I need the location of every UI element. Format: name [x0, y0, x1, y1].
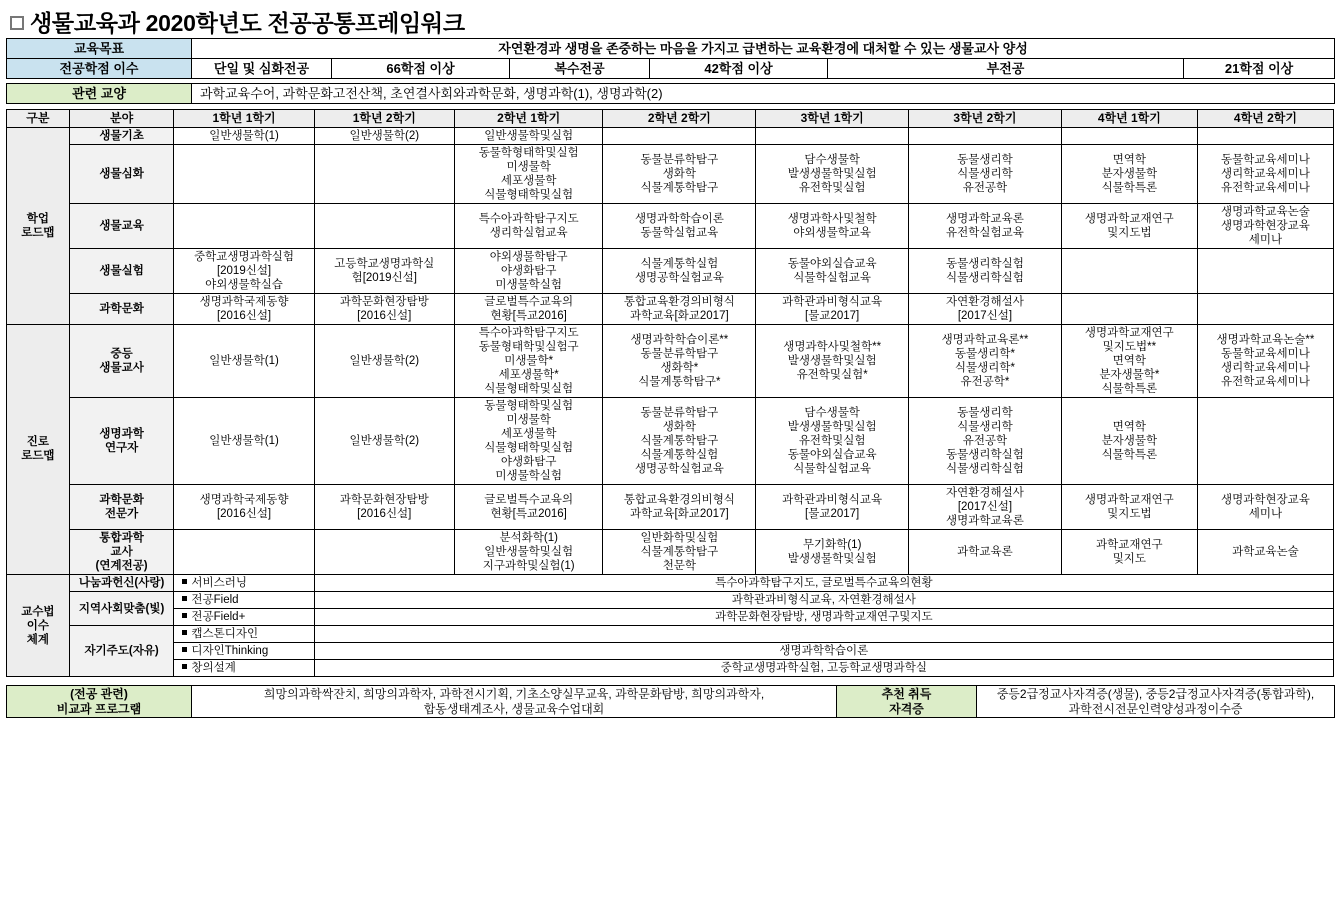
credit-major-label: 단일 및 심화전공 — [192, 59, 332, 79]
section-label-academic — [7, 127, 70, 324]
course-cell — [603, 127, 756, 144]
goal-row — [7, 39, 1335, 59]
course-cell: 분석화학(1) 일반생물학및실험 지구과학및실험(1) — [454, 530, 603, 575]
course-cell: 생명과학교재연구 및지도법 — [1061, 485, 1197, 530]
course-cell: 동물생리학 식물생리학 유전공학 동물생리학실험 식물생리학실험 — [909, 397, 1062, 484]
section-label-line1: 진로 — [26, 436, 49, 449]
course-cell: 생명과학국제동향 [2016신설] — [174, 293, 314, 324]
course-cell: 생명과학사및철학** 발생생물학및실험 유전학및실험* — [756, 324, 909, 397]
course-cell: 특수아과학탐구지도 생리학실험교육 — [454, 203, 603, 248]
course-cell: 과학관과비형식교육 [물교2017] — [756, 485, 909, 530]
table-row — [7, 575, 1334, 592]
page-title: 생물교육과 2020학년도 전공공통프레임워크 — [30, 9, 465, 36]
course-cell: 담수생물학 발생생물학및실험 유전학및실험 동물야외실습교육 식물학실험교육 — [756, 397, 909, 484]
liberal-value: 과학교육수어, 과학문화고전산책, 초연결사회와과학문화, 생명과학(1), 생명과학(2) — [192, 84, 1335, 104]
course-cell: 무기화학(1) 발생생물학및실험 — [756, 530, 909, 575]
course-cell: 생명과학교육논술** 동물학교육세미나 생리학교육세미나 유전학교육세미나 — [1197, 324, 1333, 397]
field-label: 생물심화 — [69, 144, 174, 203]
credit-double-label: 복수전공 — [510, 59, 650, 79]
course-cell: 과학문화현장탐방 [2016신설] — [314, 293, 454, 324]
header-y3s1: 3학년 1학기 — [756, 110, 909, 128]
table-row — [7, 397, 1334, 484]
header-y2s1: 2학년 1학기 — [454, 110, 603, 128]
teaching-method-courses: 과학문화현장탐방, 생명과학교재연구및지도 — [314, 609, 1333, 626]
course-cell — [174, 144, 314, 203]
header-field: 분야 — [69, 110, 174, 128]
course-cell: 동물학교육세미나 생리학교육세미나 유전학교육세미나 — [1197, 144, 1333, 203]
course-cell: 일반생물학(1) — [174, 397, 314, 484]
field-label: 생물교육 — [69, 203, 174, 248]
liberal-label: 관련 교양 — [7, 84, 192, 104]
teaching-method-courses — [314, 626, 1333, 643]
header-y3s2: 3학년 2학기 — [909, 110, 1062, 128]
course-cell: 동물학형태학및실험 미생물학 세포생물학 식물형태학및실험 — [454, 144, 603, 203]
field-label: 통합과학 교사 (연계전공) — [69, 530, 174, 575]
table-row — [7, 643, 1334, 660]
table-row — [7, 293, 1334, 324]
extracurricular-table — [6, 685, 1335, 718]
teaching-method-courses: 생명과학학습이론 — [314, 643, 1333, 660]
course-cell: 과학교재연구 및지도 — [1061, 530, 1197, 575]
course-cell — [1061, 127, 1197, 144]
teaching-method-courses: 특수아과학탐구지도, 글로벌특수교육의현황 — [314, 575, 1333, 592]
course-cell: 글로벌특수교육의 현황[특교2016] — [454, 293, 603, 324]
bullet-icon — [182, 579, 187, 584]
course-cell — [314, 144, 454, 203]
course-cell: 생명과학교육론 유전학실험교육 — [909, 203, 1062, 248]
course-cell: 글로벌특수교육의 현황[특교2016] — [454, 485, 603, 530]
section-label-line1: 학업 — [26, 212, 49, 225]
section-label-career — [7, 324, 70, 574]
course-cell: 동물생리학실험 식물생리학실험 — [909, 248, 1062, 293]
course-cell: 고등학교생명과학실 험[2019신설] — [314, 248, 454, 293]
field-label: 과학문화 전문가 — [69, 485, 174, 530]
field-label: 생명과학 연구자 — [69, 397, 174, 484]
course-cell — [174, 203, 314, 248]
course-cell: 중학교생명과학실험 [2019신설] 야외생물학실습 — [174, 248, 314, 293]
credit-minor-value: 21학점 이상 — [1184, 59, 1335, 79]
extracurricular-value: 희망의과학싹잔치, 희망의과학자, 과학전시기획, 기초소양실무교육, 과학문화탐방, 희망의과학자, 합동생태계조사, 생물교육수업대회 — [192, 686, 837, 718]
course-cell: 일반화학및실험 식물계통학탐구 천문학 — [603, 530, 756, 575]
course-cell: 생명과학현장교육 세미나 — [1197, 485, 1333, 530]
course-cell: 동물분류학탐구 생화학 식물계통학탐구 — [603, 144, 756, 203]
table-row — [7, 127, 1334, 144]
course-cell — [1197, 248, 1333, 293]
teaching-method-courses: 중학교생명과학실험, 고등학교생명과학실 — [314, 660, 1333, 677]
course-cell — [1197, 127, 1333, 144]
course-cell: 생명과학국제동향 [2016신설] — [174, 485, 314, 530]
course-cell: 특수아과학탐구지도 동물형태학및실험구 미생물학* 세포생물학* 식물형태학및실험 — [454, 324, 603, 397]
table-row — [7, 686, 1335, 718]
course-cell: 과학관과비형식교육 [물교2017] — [756, 293, 909, 324]
course-cell: 일반생물학및실험 — [454, 127, 603, 144]
course-cell: 식물계통학실험 생명공학실험교육 — [603, 248, 756, 293]
course-cell: 면역학 분자생물학 식물학특론 — [1061, 144, 1197, 203]
course-cell: 과학문화현장탐방 [2016신설] — [314, 485, 454, 530]
course-cell — [1197, 293, 1333, 324]
course-cell — [314, 530, 454, 575]
course-cell: 동물생리학 식물생리학 유전공학 — [909, 144, 1062, 203]
course-cell: 일반생물학(1) — [174, 127, 314, 144]
teaching-method-label: 서비스러닝 — [174, 575, 314, 592]
table-row — [7, 324, 1334, 397]
credit-minor-label: 부전공 — [828, 59, 1184, 79]
credit-label: 전공학점 이수 — [7, 59, 192, 79]
course-cell: 야외생물학탐구 야생화탐구 미생물학실험 — [454, 248, 603, 293]
course-cell: 자연환경해설사 [2017신설] — [909, 293, 1062, 324]
course-cell: 면역학 분자생물학 식물학특론 — [1061, 397, 1197, 484]
overview-table — [6, 38, 1335, 104]
certification-value: 중등2급정교사자격증(생물), 중등2급정교사자격증(통합과학), 과학전시전문인력양성과정이수증 — [977, 686, 1335, 718]
bullet-icon — [182, 664, 187, 669]
extracurricular-label: (전공 관련) 비교과 프로그램 — [7, 686, 192, 718]
course-cell — [909, 127, 1062, 144]
course-cell: 동물야외실습교육 식물학실험교육 — [756, 248, 909, 293]
field-label: 생물실험 — [69, 248, 174, 293]
field-label: 중등 생물교사 — [69, 324, 174, 397]
table-row — [7, 203, 1334, 248]
course-cell: 생명과학학습이론** 동물분류학탐구 생화학* 식물계통학탐구* — [603, 324, 756, 397]
teaching-method-label: 캡스톤디자인 — [174, 626, 314, 643]
course-cell: 생명과학교재연구 및지도법** 면역학 분자생물학* 식물학특론 — [1061, 324, 1197, 397]
teaching-method-label: 전공Field — [174, 592, 314, 609]
section-label-line2: 로드맵 — [21, 450, 55, 463]
course-cell — [1197, 397, 1333, 484]
bullet-icon — [182, 596, 187, 601]
course-cell: 생명과학교재연구 및지도법 — [1061, 203, 1197, 248]
teaching-group-label: 지역사회맞춤(빛) — [69, 592, 174, 626]
course-cell — [1061, 248, 1197, 293]
header-y4s2: 4학년 2학기 — [1197, 110, 1333, 128]
credit-row — [7, 59, 1335, 79]
course-cell: 동물형태학및실험 미생물학 세포생물학 식물형태학및실험 야생화탐구 미생물학실험 — [454, 397, 603, 484]
course-cell: 일반생물학(1) — [174, 324, 314, 397]
table-row — [7, 626, 1334, 643]
goal-value: 자연환경과 생명을 존중하는 마음을 가지고 급변하는 교육환경에 대처할 수 있는 생물교사 양성 — [192, 39, 1335, 59]
course-cell: 통합교육환경의비형식 과학교육[화교2017] — [603, 485, 756, 530]
field-label: 과학문화 — [69, 293, 174, 324]
curriculum-matrix — [6, 109, 1334, 677]
bullet-icon — [182, 613, 187, 618]
course-cell: 자연환경해설사 [2017신설] 생명과학교육론 — [909, 485, 1062, 530]
teaching-method-label: 디자인Thinking — [174, 643, 314, 660]
course-cell: 과학교육론 — [909, 530, 1062, 575]
course-cell: 동물분류학탐구 생화학 식물계통학탐구 식물계통학실험 생명공학실험교육 — [603, 397, 756, 484]
table-row — [7, 609, 1334, 626]
course-cell: 담수생물학 발생생물학및실험 유전학및실험 — [756, 144, 909, 203]
course-cell — [314, 203, 454, 248]
header-category: 구분 — [7, 110, 70, 128]
table-row — [7, 660, 1334, 677]
course-cell — [1061, 293, 1197, 324]
teaching-method-label: 창의설계 — [174, 660, 314, 677]
table-row — [7, 485, 1334, 530]
header-y1s2: 1학년 2학기 — [314, 110, 454, 128]
teaching-group-label: 자기주도(자유) — [69, 626, 174, 677]
course-cell: 생명과학사및철학 야외생물학교육 — [756, 203, 909, 248]
table-row — [7, 144, 1334, 203]
page-title-row — [6, 4, 1334, 38]
credit-major-value: 66학점 이상 — [332, 59, 510, 79]
course-cell: 일반생물학(2) — [314, 324, 454, 397]
course-cell: 통합교육환경의비형식 과학교육[화교2017] — [603, 293, 756, 324]
section-label-line2: 로드맵 — [21, 226, 55, 239]
table-row — [7, 592, 1334, 609]
table-row — [7, 248, 1334, 293]
header-y1s1: 1학년 1학기 — [174, 110, 314, 128]
certification-label: 추천 취득 자격증 — [837, 686, 977, 718]
table-row — [7, 530, 1334, 575]
course-cell: 일반생물학(2) — [314, 127, 454, 144]
credit-double-value: 42학점 이상 — [650, 59, 828, 79]
field-label: 생물기초 — [69, 127, 174, 144]
liberal-row — [7, 84, 1335, 104]
teaching-method-label: 전공Field+ — [174, 609, 314, 626]
course-cell: 과학교육논술 — [1197, 530, 1333, 575]
course-cell — [174, 530, 314, 575]
header-y2s2: 2학년 2학기 — [603, 110, 756, 128]
course-cell: 일반생물학(2) — [314, 397, 454, 484]
course-cell: 생명과학교육논술 생명과학현장교육 세미나 — [1197, 203, 1333, 248]
course-cell: 생명과학학습이론 동물학실험교육 — [603, 203, 756, 248]
header-y4s1: 4학년 1학기 — [1061, 110, 1197, 128]
teaching-group-label: 나눔과헌신(사랑) — [69, 575, 174, 592]
bullet-icon — [182, 647, 187, 652]
section-label-teaching: 교수법 이수 체계 — [7, 575, 70, 677]
teaching-method-courses: 과학관과비형식교육, 자연환경해설사 — [314, 592, 1333, 609]
document-icon — [10, 16, 24, 30]
goal-label: 교육목표 — [7, 39, 192, 59]
course-cell — [756, 127, 909, 144]
course-cell: 생명과학교육론** 동물생리학* 식물생리학* 유전공학* — [909, 324, 1062, 397]
matrix-header-row — [7, 110, 1334, 128]
bullet-icon — [182, 630, 187, 635]
